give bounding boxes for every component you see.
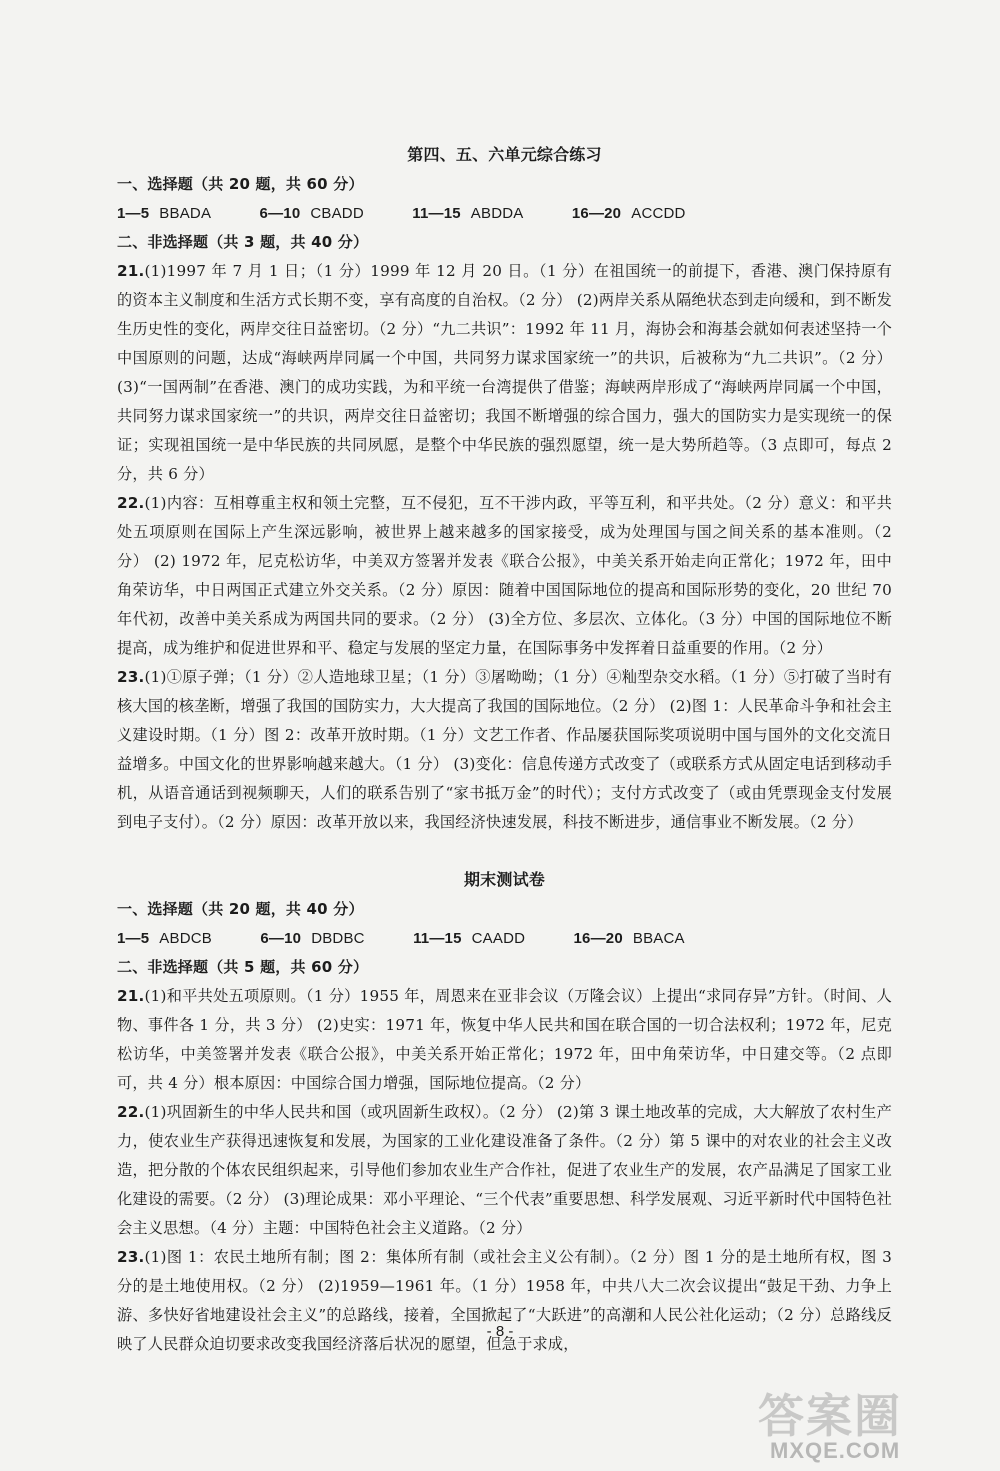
watermark-logo <box>758 1389 978 1464</box>
answer-group: 16—20 ACCDD <box>571 205 686 222</box>
section1-part1-heading: 一、选择题（共 20 题，共 60 分） <box>117 175 364 193</box>
section2-q22: 22.(1)巩固新生的中华人民共和国（或巩固新生政权）。（2 分） (2)第 3 课土地改革的完成，大大解放了农村生产力，使农业生产获得迅速恢复和发展，为国家的工业化建设准备了条件。（2 分）第 5 课中的对农业的社会主义改造，把分散的个体农民组织起来，引导他们参加农业生产合作社，促进了农业生产的发展，农产品满足了国家工业化建设的需要。（2 分） (3)理论成果：邓小平理论、“三个代表”重要思想、科学发展观、习近平新时代中国特色社会主义思想。（4 分）主题：中国特色社会主义道路。（2 分） <box>117 1103 892 1237</box>
section1-q23: 23.(1)①原子弹；（1 分）②人造地球卫星；（1 分）③屠呦呦；（1 分）④籼型杂交水稻。（1 分）⑤打破了当时有核大国的核垄断，增强了我国的国防实力，大大提高了我国的国际地位。（2 分） (2)图 1：人民革命斗争和社会主义建设时期。（1 分）图 2：改革开放时期。（1 分）文艺工作者、作品屡获国际奖项说明中国与国外的文化交流日益增多。中国文化的世界影响越来越大。（1 分） (3)变化：信息传递方式改变了（或联系方式从固定电话到移动手机，从语音通话到视频聊天，人们的联系告别了“家书抵万金”的时代）；支付方式改变了（或由凭票现金支付发展到电子支付）。（2 分）原因：改革开放以来，我国经济快速发展，科技不断进步，通信事业不断发展。（2 分） <box>117 668 892 831</box>
page-content <box>117 140 892 1359</box>
answer-group: 11—15 CAADD <box>413 930 526 947</box>
section2-part1-heading: 一、选择题（共 20 题，共 40 分） <box>117 900 364 918</box>
answer-group: 6—10 DBDBC <box>260 930 365 947</box>
page-number: - 8 - <box>486 1323 514 1340</box>
section-title-unit-review: 第四、五、六单元综合练习 <box>407 145 602 164</box>
section1-choice-answers <box>117 199 892 228</box>
section1-part2-heading: 二、非选择题（共 3 题，共 40 分） <box>117 233 369 251</box>
section2-q21: 21.(1)和平共处五项原则。（1 分）1955 年，周恩来在亚非会议（万隆会议）上提出“求同存异”方针。（时间、人物、事件各 1 分，共 3 分） (2)史实：1971 年，恢复中华人民共和国在联合国的一切合法权利；1972 年，尼克松访华，中美签署并发表《联合公报》，中美关系开始正常化；1972 年，田中角荣访华，中日建交等。（2 点即可，共 4 分）根本原因：中国综合国力增强，国际地位提高。（2 分） <box>117 987 892 1092</box>
answer-group: 1—5 BBADA <box>117 205 212 222</box>
section2-choice-answers <box>117 924 892 953</box>
section1-q21: 21.(1)1997 年 7 月 1 日；（1 分）1999 年 12 月 20 日。（1 分）在祖国统一的前提下，香港、澳门保持原有的资本主义制度和生活方式长期不变，享有高度的自治权。（2 分） (2)两岸关系从隔绝状态到走向缓和，到不断发生历史性的变化，两岸交往日益密切。（2 分）“九二共识”：1992 年 11 月，海协会和海基会就如何表述坚持一个中国原则的问题，达成“海峡两岸同属一个中国，共同努力谋求国家统一”的共识，后被称为“九二共识”。（2 分） (3)“一国两制”在香港、澳门的成功实践，为和平统一台湾提供了借鉴；海峡两岸形成了“海峡两岸同属一个中国，共同努力谋求国家统一”的共识，两岸交往日益密切；我国不断增强的综合国力，强大的国防实力是实现统一的保证；实现祖国统一是中华民族的共同夙愿，是整个中华民族的强烈愿望，统一是大势所趋等。（3 点即可，每点 2 分，共 6 分） <box>117 262 892 483</box>
answer-group: 1—5 ABDCB <box>117 930 212 947</box>
section2-q23: 23.(1)图 1：农民土地所有制；图 2：集体所有制（或社会主义公有制）。（2 分）图 1 分的是土地所有权，图 3 分的是土地使用权。（2 分） (2)1959—1961 年。（1 分）1958 年，中共八大二次会议提出“鼓足干劲、力争上游、多快好省地建设社会主义”的总路线，接着，全国掀起了“大跃进”的高潮和人民公社化运动；（2 分）总路线反映了人民群众迫切要求改变我国经济落后状况的愿望，但急于求成， <box>117 1248 892 1353</box>
answer-group: 6—10 CBADD <box>259 205 364 222</box>
answer-group: 11—15 ABDDA <box>412 205 524 222</box>
watermark-url: MXQE.COM <box>770 1438 901 1463</box>
watermark-logo-text: 答案圈 <box>758 1389 902 1443</box>
section1-q22: 22.(1)内容：互相尊重主权和领土完整，互不侵犯，互不干涉内政，平等互利，和平共处。（2 分）意义：和平共处五项原则在国际上产生深远影响，被世界上越来越多的国家接受，成为处理国与国之间关系的基本准则。（2 分） (2) 1972 年，尼克松访华，中美双方签署并发表《联合公报》，中美关系开始走向正常化；1972 年，田中角荣访华，中日两国正式建立外交关系。（2 分）原因：随着中国国际地位的提高和国际形势的变化，20 世纪 70 年代初，改善中美关系成为两国共同的要求。（2 分） (3)全方位、多层次、立体化。（3 分）中国的国际地位不断提高，成为维护和促进世界和平、稳定与发展的坚定力量，在国际事务中发挥着日益重要的作用。（2 分） <box>117 494 892 657</box>
answer-group: 16—20 BBACA <box>573 930 685 947</box>
section-title-final-exam: 期末测试卷 <box>463 870 545 889</box>
section2-part2-heading: 二、非选择题（共 5 题，共 60 分） <box>117 958 369 976</box>
